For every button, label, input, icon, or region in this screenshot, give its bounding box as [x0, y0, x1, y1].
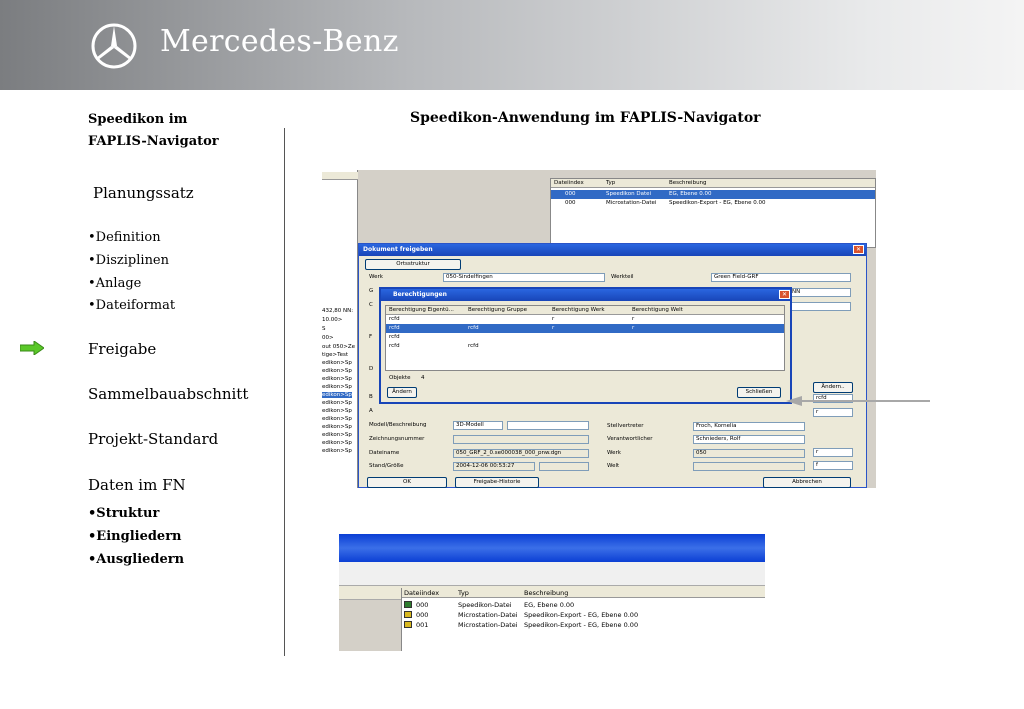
stand-field: 2004-12-06 00:53:27: [453, 462, 535, 471]
empty-field[interactable]: [789, 302, 851, 311]
verantwortlicher-select[interactable]: Schnieders, Rolf: [693, 435, 805, 444]
tree-line: 10.00>: [322, 317, 343, 323]
nav-eingliedern[interactable]: •Eingliedern: [88, 529, 182, 544]
brand-name: Mercedes-Benz: [160, 24, 399, 59]
cell: rcfd: [468, 343, 479, 349]
berechtigungen-dialog: [379, 287, 792, 404]
schliessen-button[interactable]: Schließen: [737, 387, 781, 398]
cell: 000: [565, 200, 576, 206]
objekte-count: 4: [421, 375, 425, 381]
table-row[interactable]: [386, 315, 784, 324]
werk-field: 050: [693, 449, 805, 458]
dateiname-label: Dateiname: [369, 450, 400, 456]
field-label: A: [369, 408, 373, 414]
field-label: B: [369, 394, 373, 400]
cell: Speedikon Datei: [606, 191, 652, 197]
col-header[interactable]: Dateiindex: [554, 180, 584, 186]
close-icon[interactable]: ✕: [779, 290, 790, 299]
toolbar: [339, 562, 765, 586]
cell: rcfd: [468, 325, 479, 331]
dialog-titlebar: Dokument freigeben: [359, 244, 866, 256]
rcfd-field[interactable]: rcfd: [813, 394, 853, 403]
col-header[interactable]: Berechtigung Werk: [552, 307, 605, 313]
tree-panel: [322, 170, 358, 488]
tree-line[interactable]: edikon>Sp: [322, 416, 352, 422]
close-icon[interactable]: ✕: [853, 245, 864, 254]
cell: 001: [416, 621, 429, 629]
werkteil-select[interactable]: Green Field-GRF: [711, 273, 851, 282]
nav-ausgliedern[interactable]: •Ausgliedern: [88, 552, 185, 567]
cell: Speedikon-Export - EG, Ebene 0.00: [669, 200, 766, 206]
tree-header: [322, 172, 358, 180]
modell-label: Modell/Beschreibung: [369, 422, 427, 428]
mercedes-star-icon: [90, 22, 138, 70]
cell: r: [632, 316, 635, 322]
cell: r: [552, 325, 555, 331]
table-row-selected[interactable]: [386, 324, 784, 333]
green-arrow-icon: [20, 341, 44, 355]
nav-freigabe[interactable]: Freigabe: [88, 340, 157, 358]
field-label: D: [369, 366, 374, 372]
modell-description-field[interactable]: [507, 421, 589, 430]
werk-label: Werk: [607, 450, 621, 456]
tree-line[interactable]: edikon>Sp: [322, 384, 352, 390]
file-list: [550, 178, 876, 248]
file-list-header: [551, 179, 875, 188]
nav-projekt-standard[interactable]: Projekt-Standard: [88, 430, 219, 448]
rights-field[interactable]: r: [813, 448, 853, 457]
table-row[interactable]: [386, 333, 784, 342]
col-header[interactable]: Berechtigung Eigentü...: [389, 307, 454, 313]
col-header[interactable]: Berechtigung Gruppe: [468, 307, 527, 313]
size-field: [539, 462, 589, 471]
stellvertreter-select[interactable]: Froch, Kornelia: [693, 422, 805, 431]
sidebar-title-line2: FAPLIS-Navigator: [88, 134, 219, 149]
nn-select[interactable]: NN: [789, 288, 851, 297]
stand-label: Stand/Größe: [369, 463, 404, 469]
file-list: [401, 588, 765, 651]
zeichnungsnummer-field: [453, 435, 589, 444]
rights-field[interactable]: r: [813, 408, 853, 417]
sidebar-title-line1: Speedikon im: [88, 112, 188, 127]
nav-anlage[interactable]: •Anlage: [88, 276, 142, 291]
nav-definition[interactable]: •Definition: [88, 230, 161, 245]
microstation-file-icon: [404, 611, 412, 618]
sidebar-divider: [284, 128, 285, 656]
werkteil-label: Werkteil: [611, 274, 634, 280]
cell: 000: [416, 611, 429, 619]
welt-field: [693, 462, 805, 471]
tree-line[interactable]: edikon>Sp: [322, 440, 352, 446]
tree-line[interactable]: edikon>Sp: [322, 432, 352, 438]
screenshot-freigabe-dialog: [322, 170, 876, 488]
tab-ortsstruktur[interactable]: Ortsstruktur: [365, 259, 461, 270]
speedikon-file-icon: [404, 601, 412, 608]
abbrechen-button[interactable]: Abbrechen: [763, 477, 851, 488]
nav-dateiformat[interactable]: •Dateiformat: [88, 298, 176, 313]
field-label: C: [369, 302, 373, 308]
field-label: F: [369, 334, 373, 340]
nav-struktur[interactable]: •Struktur: [88, 506, 160, 521]
nav-disziplinen[interactable]: •Disziplinen: [88, 253, 170, 268]
file-list-header: [402, 588, 765, 598]
gray-arrow-icon: [786, 396, 930, 406]
table-row[interactable]: [402, 600, 765, 610]
field-label: G: [369, 288, 374, 294]
tree-line[interactable]: tige>Test: [322, 352, 348, 358]
tree-line-selected[interactable]: edikon>Sp: [322, 392, 352, 398]
cell: rcfd: [389, 343, 400, 349]
cell: Speedikon-Export - EG, Ebene 0.00: [524, 611, 639, 619]
cell: rcfd: [389, 325, 400, 331]
cell: EG, Ebene 0.00: [524, 601, 575, 609]
col-header[interactable]: Typ: [458, 589, 469, 597]
tree-line[interactable]: edikon>Sp: [322, 448, 352, 454]
objekte-label: Objekte: [389, 375, 411, 381]
tree-line[interactable]: edikon>Sp: [322, 400, 352, 406]
tree-line[interactable]: edikon>Sp: [322, 376, 352, 382]
tree-line[interactable]: edikon>Sp: [322, 360, 352, 366]
tree-line: S: [322, 326, 326, 332]
cell: Microstation-Datei: [458, 611, 518, 619]
cell: EG, Ebene 0.00: [669, 191, 712, 197]
tree-line: 00>: [322, 335, 334, 341]
ok-button[interactable]: OK: [367, 477, 447, 488]
dateiname-field: 050_GRF_2_0.se000038_000_pnw.dgn: [453, 449, 589, 458]
aendern-button[interactable]: Ändern: [387, 387, 417, 398]
col-header[interactable]: Beschreibung: [524, 589, 569, 597]
nav-daten-im-fn[interactable]: Daten im FN: [88, 476, 186, 494]
cell: rcfd: [389, 334, 400, 340]
stellvertreter-label: Stellvertreter: [607, 423, 644, 429]
screenshot-file-list: [339, 534, 765, 651]
header-bar: [0, 0, 1024, 90]
cell: Speedikon-Export - EG, Ebene 0.00: [524, 621, 639, 629]
tree-line[interactable]: edikon>Sp: [322, 368, 352, 374]
verantwortlicher-label: Verantwortlicher: [607, 436, 653, 442]
tree-line: 432,80 NN:: [322, 308, 354, 314]
rights-field[interactable]: f: [813, 461, 853, 470]
subdialog-titlebar: Berechtigungen: [381, 289, 790, 301]
window-titlebar: [339, 534, 765, 562]
werk-select[interactable]: 050-Sindelfingen: [443, 273, 605, 282]
table-row[interactable]: [551, 199, 875, 208]
col-header[interactable]: Beschreibung: [669, 180, 707, 186]
nav-sammelbauabschnitt[interactable]: Sammelbauabschnitt: [88, 385, 249, 403]
table-row[interactable]: [402, 610, 765, 620]
cell: 000: [416, 601, 429, 609]
nav-planungssatz[interactable]: Planungssatz: [93, 184, 194, 202]
modell-select[interactable]: 3D-Modell: [453, 421, 503, 430]
zeichnungsnummer-label: Zeichnungsnummer: [369, 436, 425, 442]
cell: r: [632, 325, 635, 331]
cell: Microstation-Datei: [606, 200, 657, 206]
cell: Microstation-Datei: [458, 621, 518, 629]
berechtigungen-table: [385, 305, 785, 371]
cell: Speedikon-Datei: [458, 601, 512, 609]
tree-line[interactable]: out 050>Ze: [322, 344, 356, 350]
cell: 000: [565, 191, 576, 197]
tree-line[interactable]: edikon>Sp: [322, 408, 352, 414]
col-header[interactable]: Dateiindex: [404, 589, 440, 597]
aendern-button[interactable]: Ändern..: [813, 382, 853, 393]
table-row[interactable]: [551, 190, 875, 199]
table-row[interactable]: [386, 342, 784, 351]
page-title: Speedikon-Anwendung im FAPLIS-Navigator: [410, 110, 761, 126]
welt-label: Welt: [607, 463, 620, 469]
cell: r: [552, 316, 555, 322]
werk-label: Werk: [369, 274, 383, 280]
table-row[interactable]: [402, 620, 765, 630]
microstation-file-icon: [404, 621, 412, 628]
col-header[interactable]: Typ: [606, 180, 616, 186]
freigabe-historie-button[interactable]: Freigabe-Historie: [455, 477, 539, 488]
cell: rcfd: [389, 316, 400, 322]
col-header[interactable]: Berechtigung Welt: [632, 307, 683, 313]
table-header: [386, 306, 784, 315]
tree-line[interactable]: edikon>Sp: [322, 424, 352, 430]
